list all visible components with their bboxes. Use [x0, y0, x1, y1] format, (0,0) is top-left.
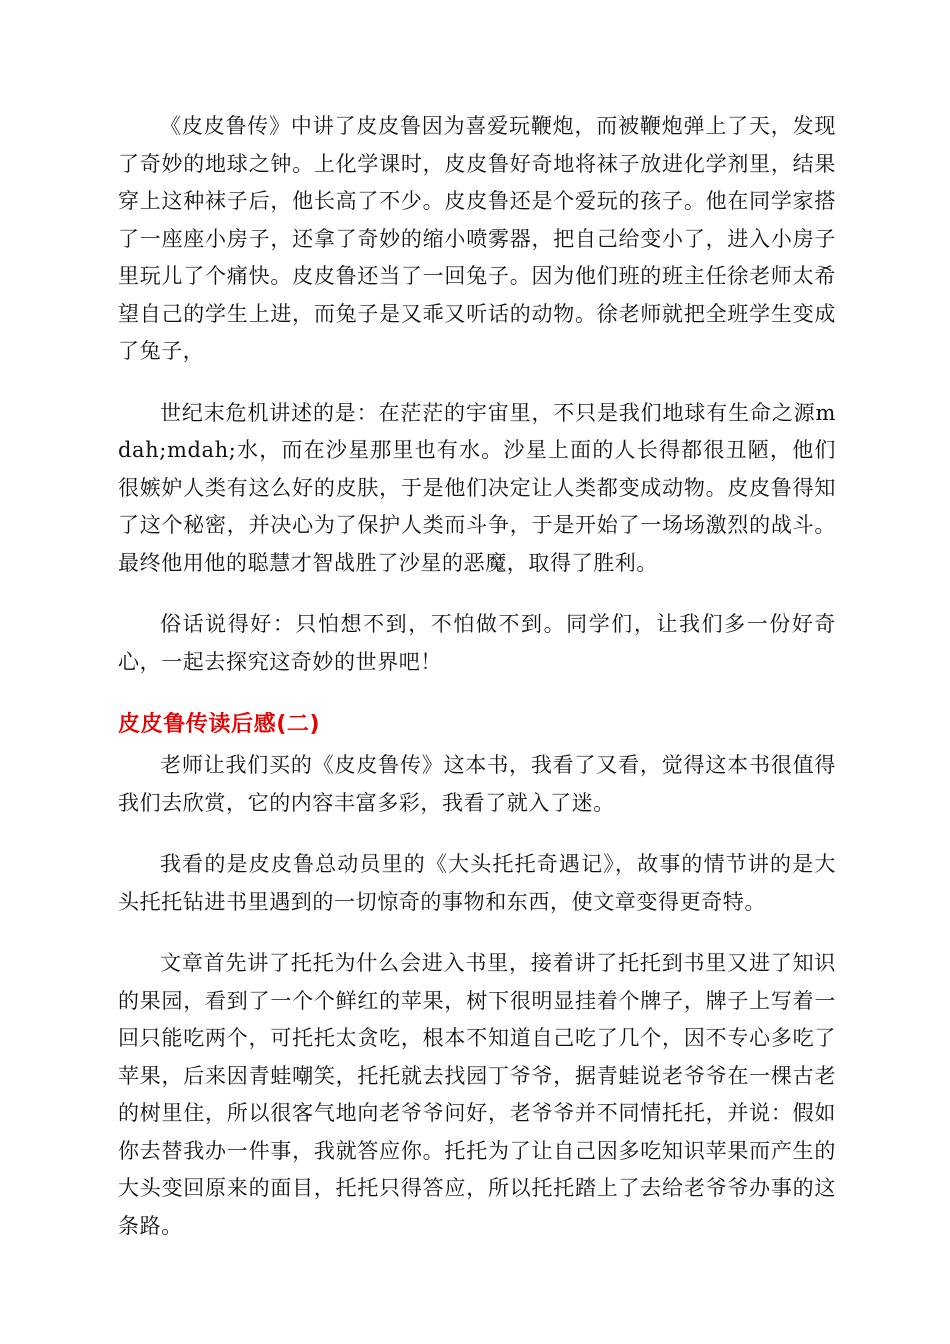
paragraph-pipilu-adventures: 《皮皮鲁传》中讲了皮皮鲁因为喜爱玩鞭炮，而被鞭炮弹上了天，发现了奇妙的地球之钟。上化学课时，皮皮鲁好奇地将袜子放进化学剂里，结果穿上这种袜子后，他长高了不少。皮皮鲁还是个爱玩的孩子。他在同学家搭了一座座小房子，还拿了奇妙的缩小喷雾器，把自己给变小了，进入小房子里玩儿了个痛快。皮皮鲁还当了一回兔子。因为他们班的班主任徐老师太希望自己的学生上进，而兔子是又乖又听话的动物。徐老师就把全班学生变成了兔子，: [118, 114, 836, 363]
paragraph-teacher-book: 老师让我们买的《皮皮鲁传》这本书，我看了又看，觉得这本书很值得我们去欣赏，它的内容丰富多彩，我看了就入了迷。: [118, 753, 836, 815]
paragraph-datou-tuotuo: 我看的是皮皮鲁总动员里的《大头托托奇遇记》，故事的情节讲的是大头托托钻进书里遇到的一切惊奇的事物和东西，使文章变得更奇特。: [118, 852, 836, 914]
document-body: [118, 108, 836, 1269]
paragraph-article-summary: 文章首先讲了托托为什么会进入书里，接着讲了托托到书里又进了知识的果园，看到了一个个鲜红的苹果，树下很明显挂着个牌子，牌子上写着一回只能吃两个，可托托太贪吃，根本不知道自己吃了几个，因不专心多吃了苹果，后来因青蛙嘲笑，托托就去找园丁爷爷，据青蛙说老爷爷在一棵古老的树里住，所以很客气地向老爷爷问好，老爷爷并不同情托托，并说：假如你去替我办一件事，我就答应你。托托为了让自己因多吃知识苹果而产生的大头变回原来的面目，托托只得答应，所以托托踏上了去给老爷爷办事的这条路。: [118, 951, 836, 1238]
section-heading: 皮皮鲁传读后感(二): [118, 712, 321, 737]
paragraph-century-crisis: 世纪末危机讲述的是：在茫茫的宇宙里，不只是我们地球有生命之源mdah;mdah;水，而在沙星那里也有水。沙星上面的人长得都很丑陋，他们很嫉妒人类有这么好的皮肤，于是他们决定让人类都变成动物。皮皮鲁得知了这个秘密，并决心为了保护人类而斗争，于是开始了一场场激烈的战斗。最终他用他的聪慧才智战胜了沙星的恶魔，取得了胜利。: [118, 400, 836, 575]
paragraph-saying: 俗话说得好：只怕想不到，不怕做不到。同学们，让我们多一份好奇心，一起去探究这奇妙的世界吧！: [118, 612, 836, 674]
